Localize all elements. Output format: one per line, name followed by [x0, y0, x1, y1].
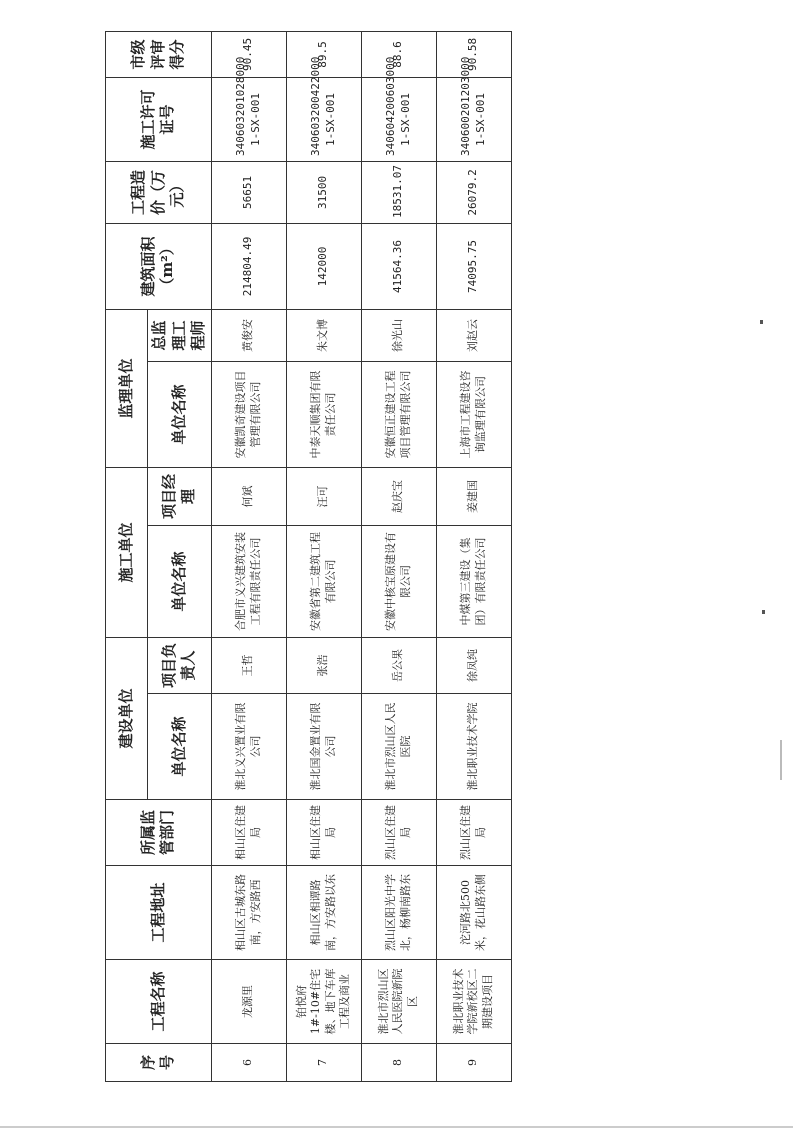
- cell-dept: 烈山区住建局: [436, 800, 511, 866]
- scan-speck: [760, 320, 763, 324]
- header-constructor-group: 施工单位: [106, 467, 148, 637]
- header-constructor-pm: 项目经理: [148, 467, 212, 525]
- cell-area: 142000: [286, 223, 361, 309]
- cell-builder-lead: 王哲: [211, 637, 286, 693]
- cell-constructor-name: 安徽省第二建筑工程有限公司: [286, 525, 361, 637]
- cell-builder-lead: 张浩: [286, 637, 361, 693]
- header-permit: 施工许可证号: [106, 77, 212, 161]
- header-builder-group: 建设单位: [106, 637, 148, 799]
- cell-area: 214804.49: [211, 223, 286, 309]
- cell-supervisor-chief: 朱文博: [286, 309, 361, 361]
- cell-permit: 340603200422000 1-SX-001: [286, 77, 361, 161]
- header-supervisor-name: 单位名称: [148, 361, 212, 467]
- cell-dept: 相山区住建局: [286, 800, 361, 866]
- scan-edge-line: [0, 1126, 793, 1128]
- cell-score: 90.58: [436, 31, 511, 77]
- cell-cost: 56651: [211, 161, 286, 223]
- cell-constructor-pm: 姜建国: [436, 467, 511, 525]
- cell-score: 88.6: [361, 31, 436, 77]
- cell-builder-lead: 徐凤纯: [436, 637, 511, 693]
- header-builder-name: 单位名称: [148, 694, 212, 800]
- cell-addr: 烈山区阳光中学北，杨柳南路东: [361, 866, 436, 960]
- cell-constructor-pm: 何斌: [211, 467, 286, 525]
- header-supervisor-group: 监理单位: [106, 309, 148, 467]
- header-seq: 序号: [106, 1044, 212, 1082]
- cell-builder-name: 淮北市烈山区人民医院: [361, 694, 436, 800]
- table-row: [211, 31, 286, 1081]
- cell-constructor-pm: 汪可: [286, 467, 361, 525]
- cell-score: 90.45: [211, 31, 286, 77]
- header-name: 工程名称: [106, 960, 212, 1044]
- cell-supervisor-name: 安徽凯奇建设项目管理有限公司: [211, 361, 286, 467]
- scan-speck: [762, 610, 765, 614]
- cell-permit: 340600201203000 1-SX-001: [436, 77, 511, 161]
- project-table: [105, 31, 512, 1082]
- cell-permit: 340604200603000 1-SX-001: [361, 77, 436, 161]
- cell-name: 淮北市烈山区人民医院新院区: [361, 960, 436, 1044]
- cell-builder-lead: 岳公果: [361, 637, 436, 693]
- cell-constructor-pm: 赵庆宝: [361, 467, 436, 525]
- cell-area: 74095.75: [436, 223, 511, 309]
- cell-cost: 31500: [286, 161, 361, 223]
- header-supervisor-chief: 总监理工程师: [148, 309, 212, 361]
- cell-supervisor-chief: 刘赵云: [436, 309, 511, 361]
- table-row: [436, 31, 511, 1081]
- header-dept: 所属监管部门: [106, 800, 212, 866]
- cell-area: 41564.36: [361, 223, 436, 309]
- cell-supervisor-name: 上海市工程建设咨询监理有限公司: [436, 361, 511, 467]
- header-constructor-name: 单位名称: [148, 525, 212, 637]
- header-area: 建筑面积（m²）: [106, 223, 212, 309]
- table-row: [361, 31, 436, 1081]
- cell-constructor-name: 合肥市义兴建筑安装工程有限责任公司: [211, 525, 286, 637]
- scan-speck: [780, 740, 782, 780]
- cell-cost: 18531.07: [361, 161, 436, 223]
- rotated-page: [105, 32, 494, 1082]
- cell-builder-name: 淮北职业技术学院: [436, 694, 511, 800]
- cell-addr: 相山区古城东路南，方安路西: [211, 866, 286, 960]
- header-row-1: [106, 31, 148, 1081]
- cell-constructor-name: 安徽中核宝原建设有限公司: [361, 525, 436, 637]
- header-cost: 工程造价（万元）: [106, 161, 212, 223]
- cell-cost: 26079.2: [436, 161, 511, 223]
- header-score: 市级评审得分: [106, 31, 212, 77]
- cell-supervisor-chief: 徐光山: [361, 309, 436, 361]
- cell-supervisor-name: 中泰天顺集团有限责任公司: [286, 361, 361, 467]
- cell-addr: 相山区相谭路南，方安路以东: [286, 866, 361, 960]
- cell-builder-name: 淮北国金置业有限公司: [286, 694, 361, 800]
- table-row: [286, 31, 361, 1081]
- cell-name: 铂悦府1#-10#住宅楼、地下车库工程及商业: [286, 960, 361, 1044]
- cell-name: 龙源里: [211, 960, 286, 1044]
- cell-score: 89.5: [286, 31, 361, 77]
- header-addr: 工程地址: [106, 866, 212, 960]
- cell-seq: 8: [361, 1044, 436, 1082]
- header-builder-lead: 项目负责人: [148, 637, 212, 693]
- cell-permit: 340603201028000 1-SX-001: [211, 77, 286, 161]
- cell-supervisor-chief: 黄俊安: [211, 309, 286, 361]
- cell-dept: 烈山区住建局: [361, 800, 436, 866]
- cell-seq: 7: [286, 1044, 361, 1082]
- cell-dept: 相山区住建局: [211, 800, 286, 866]
- cell-builder-name: 淮北义兴置业有限公司: [211, 694, 286, 800]
- cell-name: 淮北职业技术学院新校区二期建设项目: [436, 960, 511, 1044]
- cell-supervisor-name: 安徽恒正建设工程项目管理有限公司: [361, 361, 436, 467]
- cell-constructor-name: 中煤第三建设（集团）有限责任公司: [436, 525, 511, 637]
- cell-addr: 沱河路北500米，花山路东侧: [436, 866, 511, 960]
- cell-seq: 6: [211, 1044, 286, 1082]
- cell-seq: 9: [436, 1044, 511, 1082]
